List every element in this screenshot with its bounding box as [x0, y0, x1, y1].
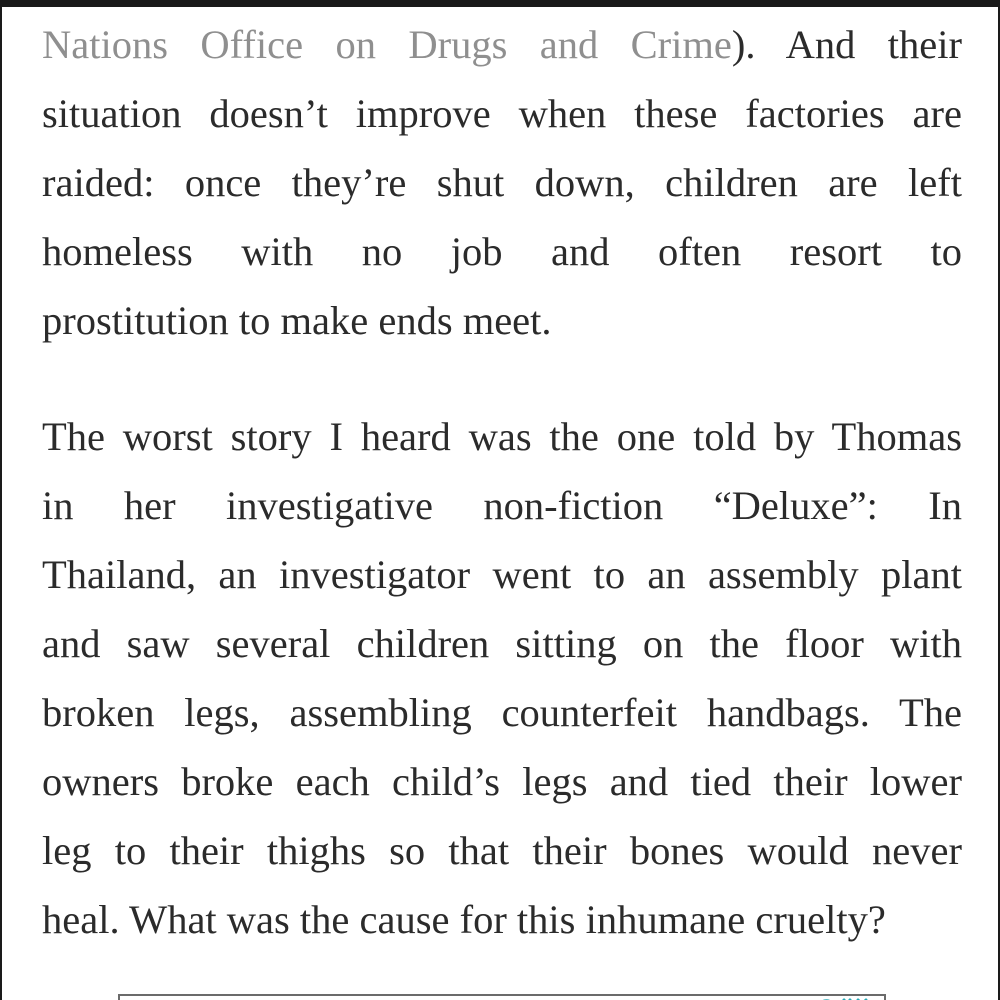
paragraph-2-line-8: heal. What was the cause for this inhumane cruelty?: [42, 897, 886, 942]
paragraph-2-line-6: owners broke each child’s legs and tied their lower: [42, 759, 962, 804]
paragraph-2-line-7: leg to their thighs so that their bones would never: [42, 828, 962, 873]
paragraph-spacer: [42, 360, 962, 407]
paragraph-2-line-1: The worst story I heard was the one told by Thomas: [42, 414, 962, 459]
paragraph-1-line-2: situation doesn’t improve when these factories are: [42, 91, 962, 136]
paragraph-2-line-4: and saw several children sitting on the floor with: [42, 621, 962, 666]
article-body: [42, 15, 962, 959]
paragraph-2-line-5: broken legs, assembling counterfeit handbags. The: [42, 690, 962, 735]
paragraph-1-line-4: homeless with no job and often resort to: [42, 229, 962, 274]
embedded-card[interactable]: [118, 994, 886, 1000]
paragraph-2-line-2: in her investigative non-fiction “Deluxe”: In: [42, 483, 962, 528]
paragraph-1-line-1: [42, 15, 962, 84]
paragraph-2-line-3: Thailand, an investigator went to an assembly plant: [42, 552, 962, 597]
paragraph-1-line-1-text: ). And their: [731, 22, 962, 67]
paragraph-1-line-5: prostitution to make ends meet.: [42, 298, 552, 343]
paragraph-1-line-3: raided: once they’re shut down, children are left: [42, 160, 962, 205]
source-link[interactable]: Nations Office on Drugs and Crime: [42, 22, 732, 67]
